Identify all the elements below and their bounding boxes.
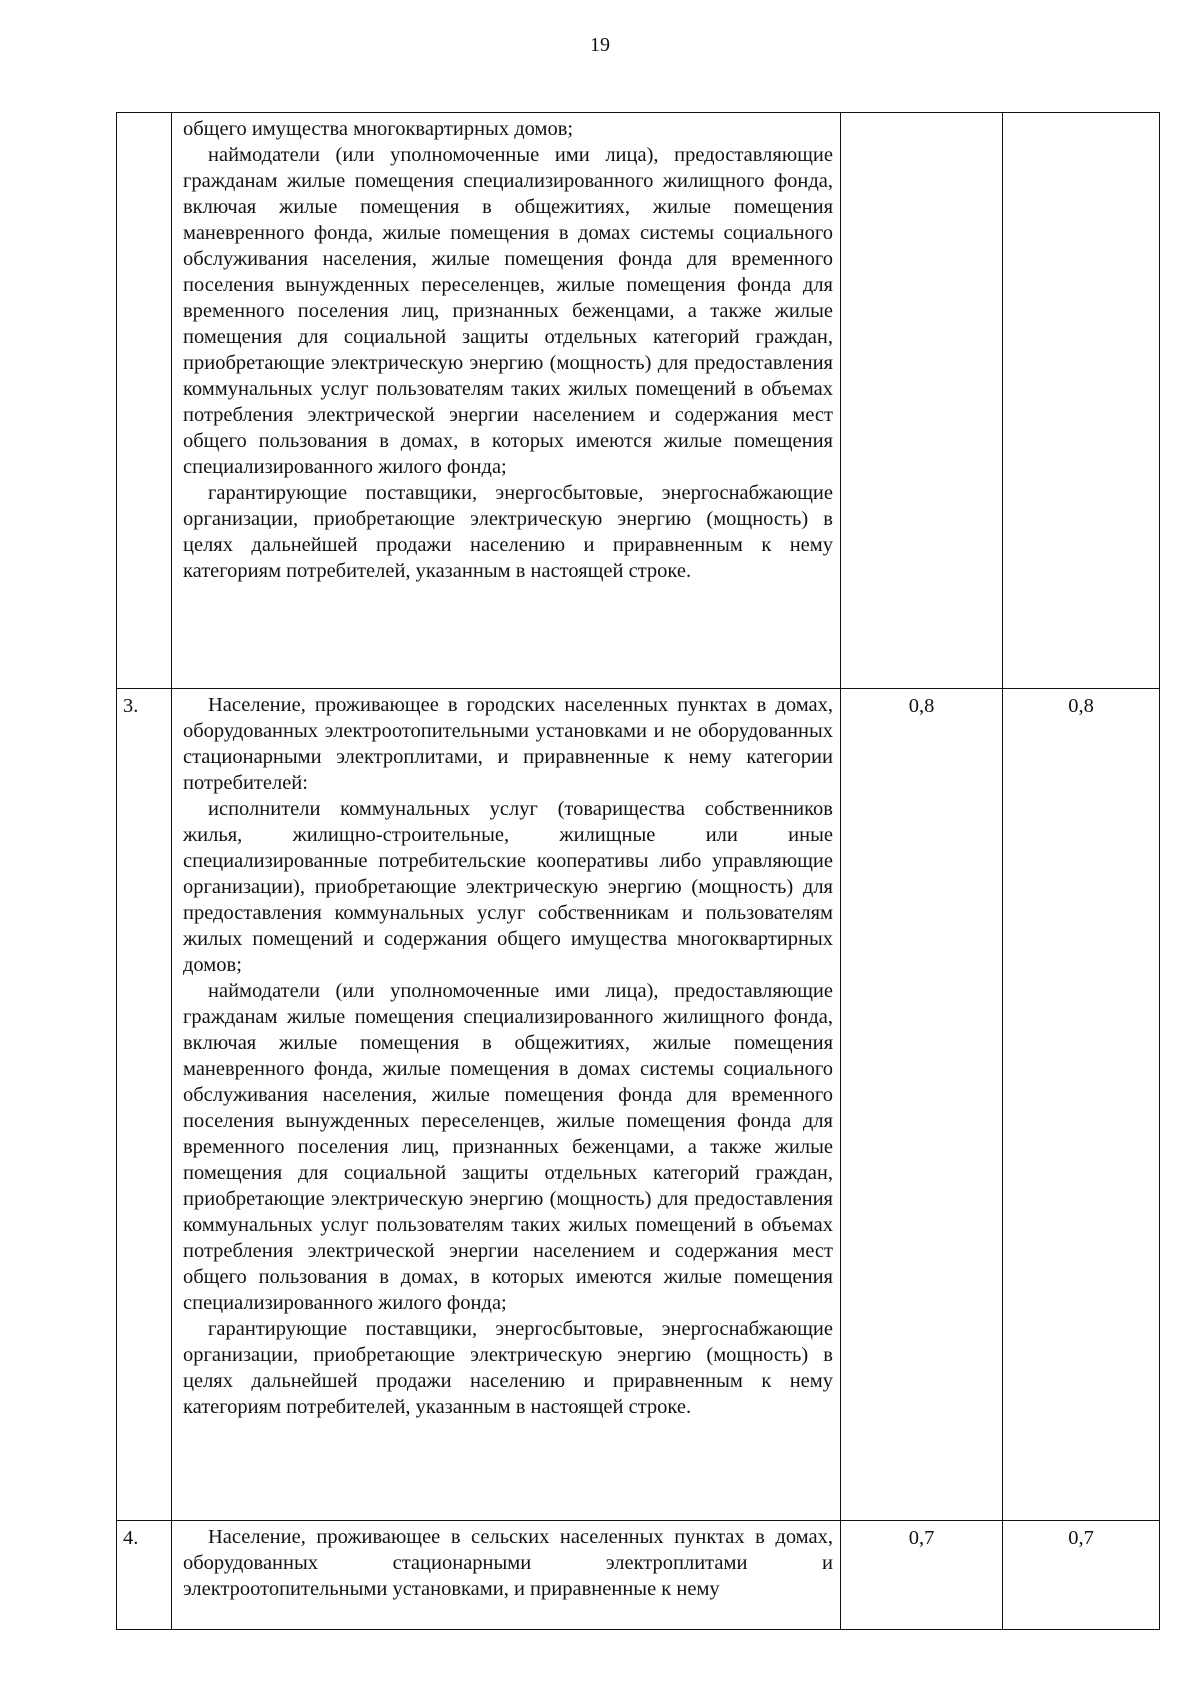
paragraph: Население, проживающее в городских населенных пунктах в домах, оборудованных электроотопительными установками и не оборудованных стационарными электроплитами, и приравненные к нему категории потребителей: bbox=[183, 694, 833, 794]
paragraph: общего имущества многоквартирных домов; bbox=[183, 118, 574, 140]
row-number: 3. bbox=[117, 689, 172, 1521]
paragraph: наймодатели (или уполномоченные ими лица), предоставляющие гражданам жилые помещения специализированного жилищного фонда, включая жилые помещения в общежитиях, жилые помещения маневренного фонда, жилые помещения в домах системы социального обслуживания населения, жилые помещения фонда для временного поселения вынужденных переселенцев, жилые помещения фонда для временного поселения лиц, признанных беженцами, а также жилые помещения для социальной защиты отдельных категорий граждан, приобретающие электрическую энергию (мощность) для предоставления коммунальных услуг пользователям таких жилых помещений в объемах потребления электрической энергии населением и содержания мест общего пользования в домах, в которых имеются жилые помещения специализированного жилого фонда; bbox=[183, 144, 833, 478]
row-value-1: 0,7 bbox=[841, 1521, 1003, 1630]
paragraph: гарантирующие поставщики, энергосбытовые, энергоснабжающие организации, приобретающие электрическую энергию (мощность) в целях дальнейшей продажи населению и приравненным к нему категориям потребителей, указанным в настоящей строке. bbox=[183, 482, 833, 582]
table-row bbox=[117, 689, 1160, 1521]
paragraph: гарантирующие поставщики, энергосбытовые, энергоснабжающие организации, приобретающие электрическую энергию (мощность) в целях дальнейшей продажи населению и приравненным к нему категориям потребителей, указанным в настоящей строке. bbox=[183, 1318, 833, 1418]
row-value-2 bbox=[1003, 113, 1160, 689]
row-value-1: 0,8 bbox=[841, 689, 1003, 1521]
row-number: 4. bbox=[117, 1521, 172, 1630]
row-number bbox=[117, 113, 172, 689]
table-row bbox=[117, 1521, 1160, 1630]
row-value-1 bbox=[841, 113, 1003, 689]
paragraph: наймодатели (или уполномоченные ими лица), предоставляющие гражданам жилые помещения специализированного жилищного фонда, включая жилые помещения в общежитиях, жилые помещения маневренного фонда, жилые помещения в домах системы социального обслуживания населения, жилые помещения фонда для временного поселения вынужденных переселенцев, жилые помещения фонда для временного поселения лиц, признанных беженцами, а также жилые помещения для социальной защиты отдельных категорий граждан, приобретающие электрическую энергию (мощность) для предоставления коммунальных услуг пользователям таких жилых помещений в объемах потребления электрической энергии населением и содержания мест общего пользования в домах, в которых имеются жилые помещения специализированного жилого фонда; bbox=[183, 980, 833, 1314]
row-description bbox=[172, 1521, 841, 1630]
row-value-2: 0,7 bbox=[1003, 1521, 1160, 1630]
row-description bbox=[172, 689, 841, 1521]
page-number: 19 bbox=[590, 34, 610, 56]
paragraph: исполнители коммунальных услуг (товарищества собственников жилья, жилищно-строительные, жилищные или иные специализированные потребительские кооперативы либо управляющие организации), приобретающие электрическую энергию (мощность) для предоставления коммунальных услуг собственникам и пользователям жилых помещений и содержания общего имущества многоквартирных домов; bbox=[183, 798, 833, 976]
table-row bbox=[117, 113, 1160, 689]
row-description bbox=[172, 113, 841, 689]
tariff-table bbox=[116, 112, 1160, 1630]
paragraph: Население, проживающее в сельских населенных пунктах в домах, оборудованных стационарными электроплитами и электроотопительными установками, и приравненные к нему bbox=[183, 1526, 833, 1600]
row-value-2: 0,8 bbox=[1003, 689, 1160, 1521]
